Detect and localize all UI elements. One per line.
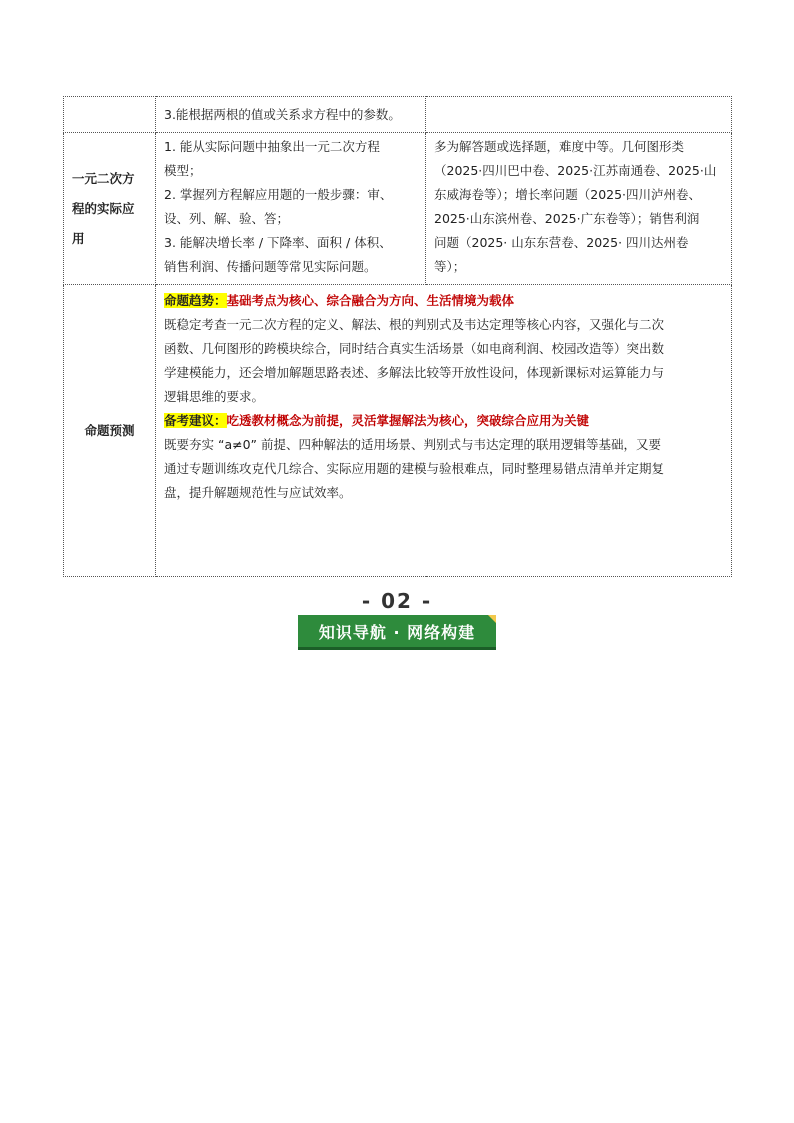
trend-line: 既稳定考查一元二次方程的定义、解法、根的判别式及韦达定理等核心内容，又强化与二次 [164,317,665,332]
row2-content-line: 销售利润、传播问题等常见实际问题。 [164,259,377,274]
row2-content-line: 2. 掌握列方程解应用题的一般步骤：审、 [164,187,393,202]
trend-title: 基础考点为核心、综合融合为方向、生活情境为载体 [226,293,515,308]
row2-exam-line: 等）； [434,259,466,274]
advice-label: 备考建议： [164,413,227,428]
trend-line: 逻辑思维的要求。 [164,389,265,404]
trend-line: 函数、几何图形的跨模块综合，同时结合真实生活场景（如电商利润、校园改造等）突出数 [164,341,665,356]
table-row [64,97,732,133]
row2-header-line: 一元二次方 [72,170,135,186]
row1-content: 3.能根据两根的值或关系求方程中的参数。 [164,106,401,122]
row2-header-line: 程的实际应 [72,200,135,216]
advice-heading [164,409,723,433]
row2-header-line: 用 [72,230,85,246]
row2-content-cell [156,133,426,285]
row2-content-line: 1. 能从实际问题中抽象出一元二次方程 [164,139,380,154]
advice-line: 盘，提升解题规范性与应试效率。 [164,485,352,500]
row1-content-cell [156,97,426,133]
row3-header: 命题预测 [84,422,135,438]
advice-line: 通过专题训练攻克代几综合、实际应用题的建模与验根难点，同时整理易错点清单并定期复 [164,461,665,476]
row3-forecast-cell [156,285,732,577]
content-table [63,96,732,577]
advice-line: 既要夯实 “a≠0” 前提、四种解法的适用场景、判别式与韦达定理的联用逻辑等基础，又要 [164,437,661,452]
row1-header-cell [64,97,156,133]
advice-title: 吃透教材概念为前提，灵活掌握解法为核心，突破综合应用为关键 [226,413,590,428]
row2-header-cell [64,133,156,285]
row2-content-line: 设、列、解、验、答； [164,211,290,226]
table-row [64,133,732,285]
row2-exam-line: 2025·山东滨州卷、2025·广东卷等）；销售利润 [434,211,700,226]
row2-exam-line: （2025·四川巴中卷、2025·江苏南通卷、2025·山 [434,163,717,178]
table-row [64,285,732,577]
section-banner [298,615,496,650]
row1-exam-cell [426,97,732,133]
section-banner-label: 知识导航 · 网络构建 [318,622,476,642]
row2-content-line: 3. 能解决增长率 / 下降率、面积 / 体积、 [164,235,392,250]
trend-label: 命题趋势： [164,293,227,308]
trend-heading [164,289,723,313]
trend-line: 学建模能力，还会增加解题思路表述、多解法比较等开放性设问，体现新课标对运算能力与 [164,365,665,380]
row2-exam-line: 东威海卷等）；增长率问题（2025·四川泸州卷、 [434,187,702,202]
row3-header-cell [64,285,156,577]
row2-exam-line: 问题（2025· 山东东营卷、2025· 四川达州卷 [434,235,689,250]
row2-exam-cell [426,133,732,285]
section-number: - 02 - [361,589,433,613]
row2-exam-line: 多为解答题或选择题，难度中等。几何图形类 [434,139,685,154]
row2-content-line: 模型； [164,163,202,178]
